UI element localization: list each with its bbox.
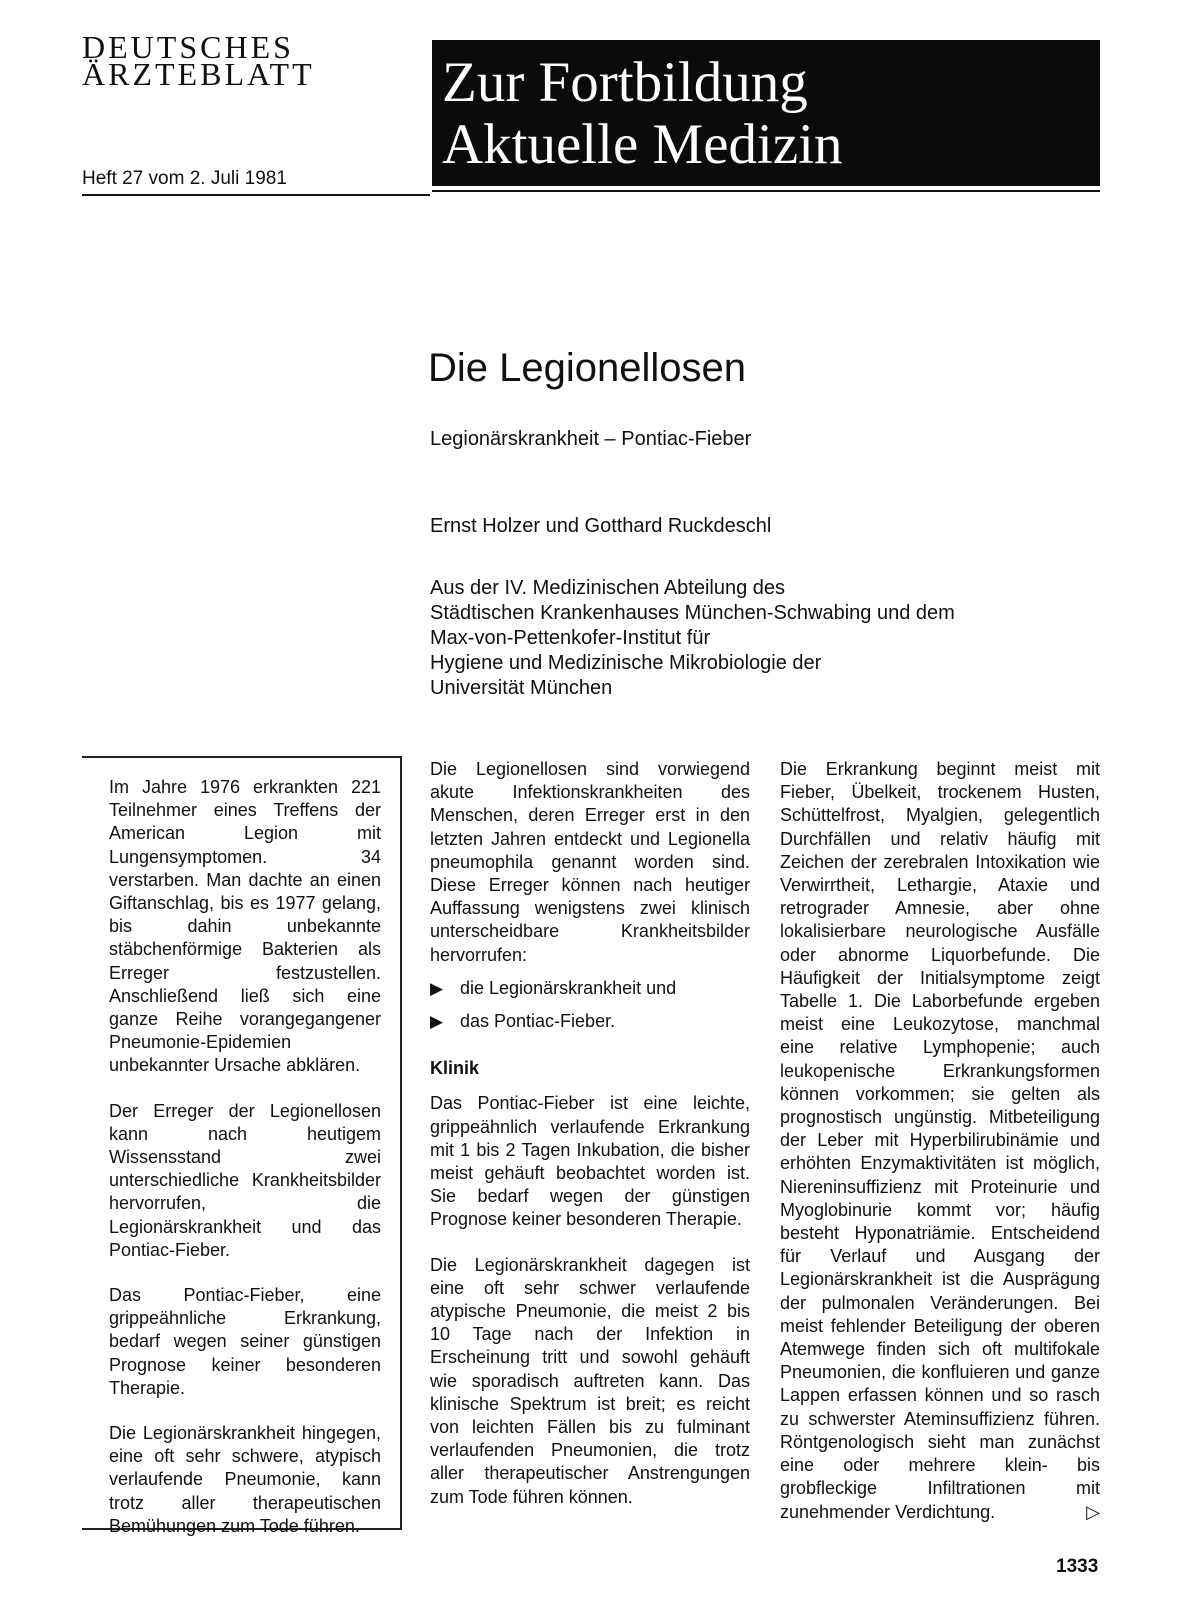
summary-box — [82, 756, 402, 1536]
affiliation-line: Universität München — [430, 677, 613, 699]
section-banner — [432, 40, 1100, 186]
body-paragraph: Die Erkrankung beginnt meist mit Fieber, Übelkeit, trockenem Husten, Schüttelfrost, Myalgien, gelegentlich Durchfällen und relativ häufig mit Zeichen der zerebralen Intoxikation wie Verwirrtheit, Lethargie, Ataxie und retrograder Amnesie, aber ohne lokalisierbare neurologische Ausfälle oder abnorme Liquorbefunde. Die Häufigkeit der Initialsymptome zeigt Tabelle 1. Die Laborbefunde ergeben meist eine Leukozytose, manchmal eine relative Lymphopenie; auch leukopenische Erkrankungsformen können vorkommen; sie gelten als prognostisch ungünstig. Mitbeteiligung der Leber mit Hyperbilirubinämie und erhöhten Enzymaktivitäten ist möglich, Niereninsuffizienz mit Proteinurie und Myoglobinurie kommt vor; häufig besteht Hyponatriämie. Entscheidend für Verlauf und Ausgang der Legionärskrankheit ist die Ausprägung der pulmonalen Veränderungen. Bei meist fehlender Beteiligung der oberen Atemwege finden sich oft multifokale Pneumonien, die konfluieren und ganze Lappen erfassen können und so rasch zu schwerster Ateminsuffizienz führen. Röntgenologisch sieht man zunächst eine oder mehrere klein- bis grobfleckige Infiltrationen mit zunehmender Verdichtung. — [780, 759, 1100, 1522]
header-rule-right — [432, 190, 1100, 192]
summary-paragraph: Der Erreger der Legionellosen kann nach heutigem Wissensstand zwei unterschiedliche Krankheitsbilder hervorrufen, die Legionärskrankheit und das Pontiac-Fieber. — [109, 1100, 381, 1260]
bullet-triangle-icon: ▶ — [430, 978, 444, 998]
summary-paragraph: Die Legionärskrankheit hingegen, eine oft sehr schwere, atypisch verlaufende Pneumonie, kann trotz aller therapeutischen Bemühungen zum Tode führen. — [109, 1423, 381, 1536]
affiliation-line: Aus der IV. Medizinischen Abteilung des — [430, 577, 786, 599]
summary-paragraph: Im Jahre 1976 erkrankten 221 Teilnehmer eines Treffens der American Legion mit Lungensymptomen. 34 verstarben. Man dachte an einen Giftanschlag, bis es 1977 gelang, bis dahin unbekannte stäbchenförmige Bakterien als Erreger festzustellen. Anschließend ließ sich eine ganze Reihe vorangegangener Pneumonie-Epidemien unbekannter Ursache abklären. — [109, 777, 381, 1076]
bullet-item — [430, 1010, 750, 1033]
body-paragraph: Die Legionärskrankheit dagegen ist eine oft sehr schwer verlaufende atypische Pneumonie, die meist 2 bis 10 Tage nach der Infektion in Erscheinung tritt und sowohl gehäuft wie sporadisch auftreten kann. Das klinische Spektrum ist breit; es reicht von leichten Fällen bis zu fulminant verlaufenden Pneumonien, die trotz aller therapeutischer Anstrengungen zum Tode führen können. — [430, 1254, 750, 1507]
summary-paragraph: Das Pontiac-Fieber, eine grippeähnliche Erkrankung, bedarf wegen seiner günstigen Prognose keiner besonderen Therapie. — [109, 1285, 381, 1398]
body-paragraph: Das Pontiac-Fieber ist eine leichte, grippeähnlich verlaufende Erkrankung mit 1 bis 2 Tagen Inkubation, die bisher meist gehäuft beobachtet worden ist. Sie bedarf wegen der günstigen Prognose keiner besonderen Therapie. — [430, 1093, 750, 1230]
page-number: 1333 — [1056, 1556, 1099, 1577]
bullet-text: das Pontiac-Fieber. — [460, 1011, 616, 1032]
article-title: Die Legionellosen — [428, 346, 747, 390]
article-subtitle: Legionärskrankheit – Pontiac-Fieber — [430, 428, 752, 450]
section-line-2: Aktuelle Medizin — [442, 113, 843, 176]
journal-masthead — [82, 29, 315, 92]
bullet-triangle-icon: ▶ — [430, 1012, 444, 1032]
affiliation-line: Hygiene und Medizinische Mikrobiologie der — [430, 652, 822, 674]
summary-text — [109, 776, 381, 1538]
article-authors: Ernst Holzer und Gotthard Ruckdeschl — [430, 515, 772, 537]
masthead-line-1: DEUTSCHES — [82, 29, 294, 65]
affiliation-line: Max-von-Pettenkofer-Institut für — [430, 627, 711, 649]
continue-arrow-icon: ▷ — [1086, 1501, 1100, 1522]
affiliation-line: Städtischen Krankenhauses München-Schwabing und dem — [430, 602, 955, 624]
bullet-item — [430, 977, 750, 1000]
section-line-1: Zur Fortbildung — [442, 51, 808, 114]
issue-info: Heft 27 vom 2. Juli 1981 — [82, 168, 287, 189]
body-column-2 — [430, 758, 750, 1509]
intro-paragraph: Die Legionellosen sind vorwiegend akute Infektionskrankheiten des Menschen, deren Erreger erst in den letzten Jahren entdeckt und Legionella pneumophila genannt worden sind. Diese Erreger können nach heutiger Auffassung wenigstens zwei klinisch unterscheidbare Krankheitsbilder hervorrufen: — [430, 759, 750, 965]
body-column-3 — [780, 758, 1100, 1524]
header-rule-left — [82, 194, 430, 196]
section-heading: Klinik — [430, 1058, 480, 1079]
masthead-line-2: ÄRZTEBLATT — [82, 56, 315, 92]
bullet-text: die Legionärskrankheit und — [460, 977, 677, 998]
article-affiliation — [430, 576, 955, 701]
